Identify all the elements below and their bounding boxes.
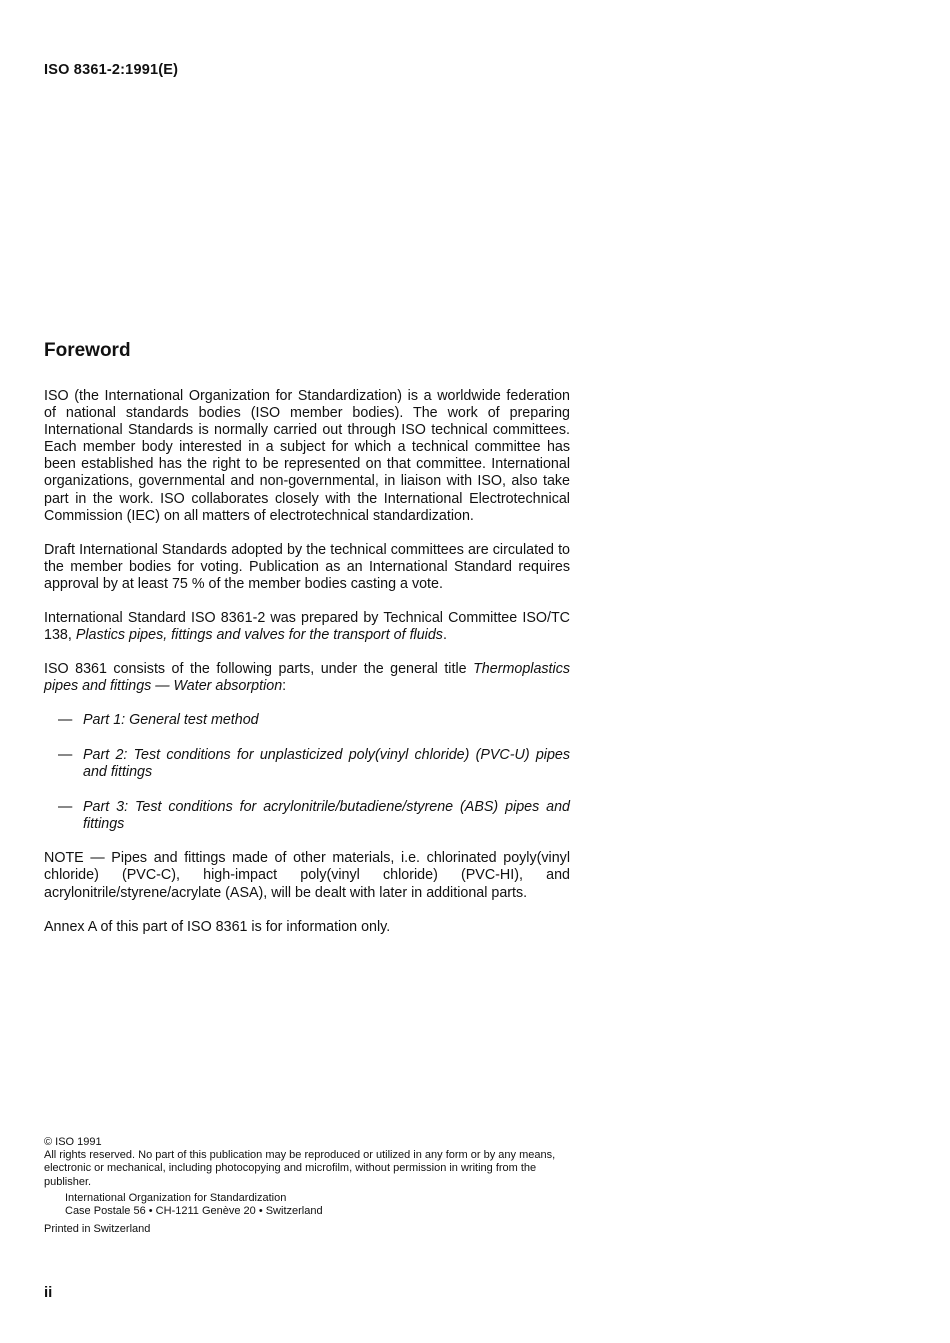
prepared-by-end: .	[442, 627, 447, 644]
list-dash: —	[58, 712, 73, 729]
prepared-by-text: International Standard ISO 8361-2 was prepared by Technical Committee ISO/TC 138,	[44, 610, 570, 644]
paragraph-parts-intro	[44, 661, 570, 695]
list-item	[44, 747, 570, 781]
part-2-text: Part 2: Test conditions for unplasticized poly(vinyl chloride) (PVC-U) pipes and fittings	[83, 747, 570, 781]
section-title: Foreword	[44, 340, 131, 361]
part-1-text: Part 1: General test method	[83, 712, 259, 729]
parts-intro-text: ISO 8361 consists of the following parts, under the general title	[44, 661, 474, 678]
list-dash: —	[58, 798, 73, 815]
copyright-block	[44, 1136, 574, 1236]
parts-list	[44, 712, 570, 832]
organization-address: Case Postale 56 • CH-1211 Genève 20 • Switzerland	[65, 1205, 323, 1218]
paragraph-draft-standards: Draft International Standards adopted by the technical committees are circulated to the member bodies for voting. Publication as an International Standard requires approval by at least 75 % of the member bodies casting a vote.	[44, 541, 570, 592]
list-dash: —	[58, 747, 73, 763]
annex-paragraph: Annex A of this part of ISO 8361 is for information only.	[44, 918, 391, 935]
part-3-text: Part 3: Test conditions for acrylonitrile/butadiene/styrene (ABS) pipes and fittings	[83, 798, 570, 832]
general-title: Thermoplastics pipes and fittings — Water absorption	[44, 661, 570, 695]
paragraph-iso-description: ISO (the International Organization for Standardization) is a worldwide federation of national standards bodies (ISO member bodies). The work of preparing International Standards is normally carried out through ISO technical committees. Each member body interested in a subject for which a technical committee has been established has the right to be represented on that committee. International organizations, governmental and non-governmental, in liaison with ISO, also take part in the work. ISO collaborates closely with the International Electrotechnical Commission (IEC) on all matters of electrotechnical standardization.	[44, 388, 570, 524]
note-paragraph: NOTE — Pipes and fittings made of other materials, i.e. chlorinated poyly(vinyl chloride) (PVC-C), high-impact poly(vinyl chloride) (PVC-HI), and acrylonitrile/styrene/acrylate (ASA), will be dealt with later in additional parts.	[44, 850, 570, 901]
committee-title: Plastics pipes, fittings and valves for the transport of fluids	[75, 627, 443, 644]
parts-intro-end: :	[282, 678, 287, 695]
foreword-body	[44, 388, 570, 953]
printed-in-text: Printed in Switzerland	[44, 1223, 151, 1236]
rights-reserved-text: All rights reserved. No part of this publication may be reproduced or utilized in any form or by any means, electronic or mechanical, including photocopying and microfilm, without permission in writing from the publisher.	[44, 1149, 556, 1188]
copyright-line: © ISO 1991	[44, 1136, 102, 1148]
paragraph-prepared-by	[44, 610, 570, 644]
document-identifier: ISO 8361-2:1991(E)	[44, 62, 179, 78]
page-number: ii	[44, 1284, 53, 1301]
organization-name: International Organization for Standardization	[65, 1191, 287, 1204]
list-item	[44, 712, 570, 729]
list-item	[44, 799, 570, 833]
